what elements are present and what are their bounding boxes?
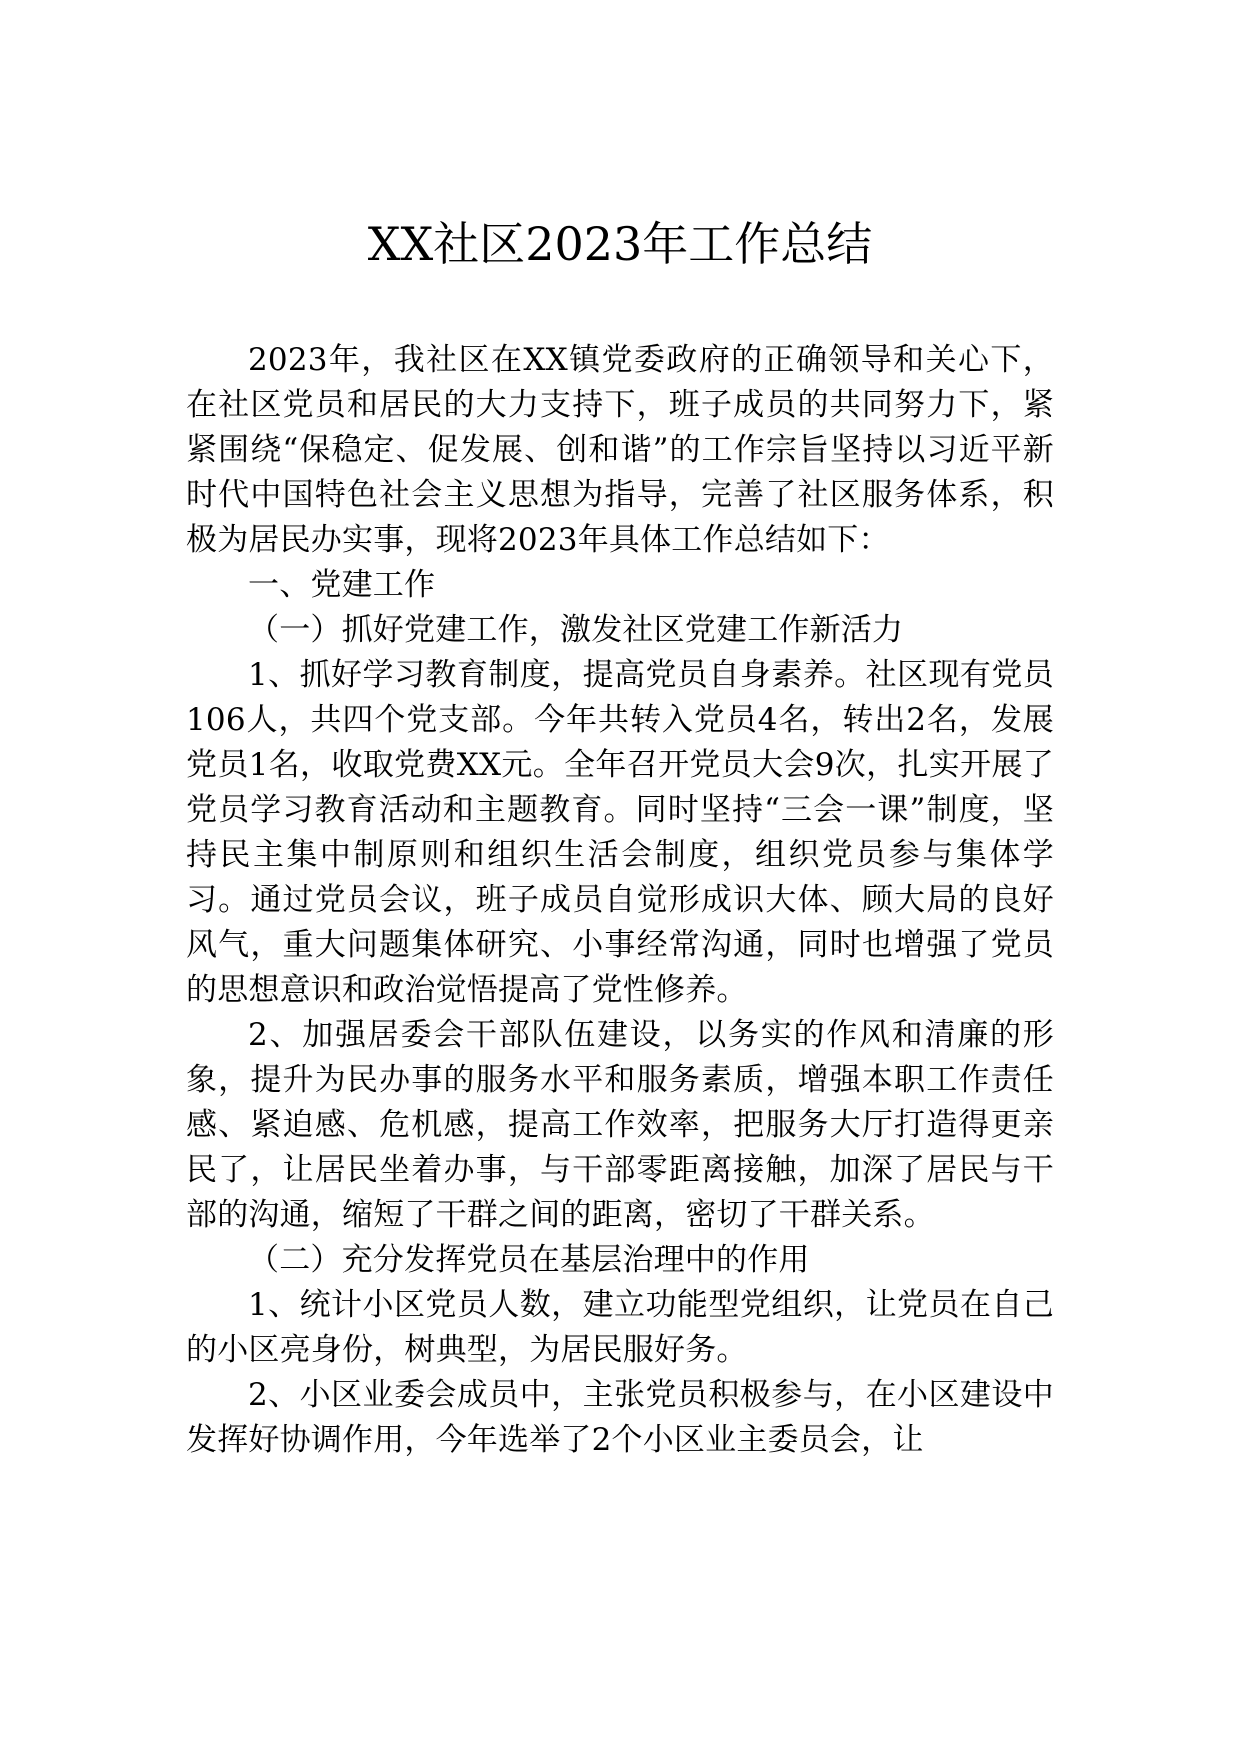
paragraph-owners-committee: 2、小区业委会成员中，主张党员积极参与，在小区建设中发挥好协调作用，今年选举了2个小区业主委员会，让 [186,1377,1054,1458]
paragraph-study-education: 1、抓好学习教育制度，提高党员自身素养。社区现有党员106人，共四个党支部。今年共转入党员4名，转出2名，发展党员1名，收取党费XX元。全年召开党员大会9次，扎实开展了党员学习教育活动和主题教育。同时坚持“三会一课”制度，坚持民主集中制原则和组织生活会制度，组织党员参与集体学习。通过党员会议，班子成员自觉形成识大体、顾大局的良好风气，重大问题集体研究、小事经常沟通，同时也增强了党员的思想意识和政治觉悟提高了党性修养。 [186,657,1054,1008]
document-title: XX社区2023年工作总结 [367,217,873,271]
paragraph-member-count: 1、统计小区党员人数，建立功能型党组织，让党员在自己的小区亮身份，树典型，为居民服好务。 [186,1287,1054,1368]
paragraph-intro: 2023年，我社区在XX镇党委政府的正确领导和关心下，在社区党员和居民的大力支持下，班子成员的共同努力下，紧紧围绕“保稳定、促发展、创和谐”的工作宗旨坚持以习近平新时代中国特色社会主义思想为指导，完善了社区服务体系，积极为居民办实事，现将2023年具体工作总结如下： [186,342,1054,558]
subsection-heading-2: （二）充分发挥党员在基层治理中的作用 [248,1242,810,1278]
subsection-heading-1: （一）抓好党建工作，激发社区党建工作新活力 [248,612,904,648]
document-body [186,338,1054,1463]
paragraph-cadre-team: 2、加强居委会干部队伍建设，以务实的作风和清廉的形象，提升为民办事的服务水平和服务素质，增强本职工作责任感、紧迫感、危机感，提高工作效率，把服务大厅打造得更亲民了，让居民坐着办事，与干部零距离接触，加深了居民与干部的沟通，缩短了干群之间的距离，密切了干群关系。 [186,1017,1054,1233]
section-heading-party-building: 一、党建工作 [248,567,436,603]
